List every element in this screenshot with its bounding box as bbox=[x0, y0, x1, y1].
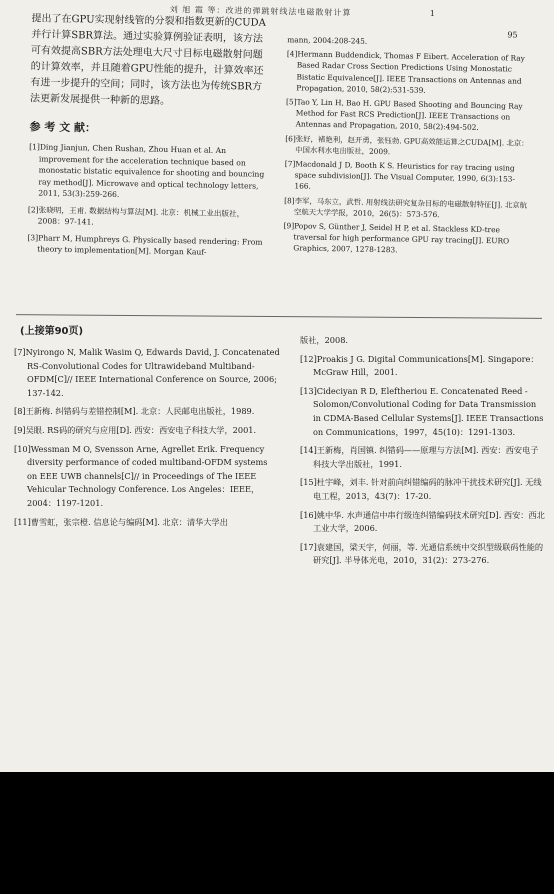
reference-item: [9]吴眼. RS码的研究与应用[D]. 西安：西安电子科技大学，2001. bbox=[14, 424, 257, 435]
reference-item: [9]Popov S, Günther J, Seidel H P, et al. Stackless KD-tree traversal for high performance GPU ray tracing[J]. EURO Graphics, 2007, 1278-1283. bbox=[283, 221, 510, 255]
reference-item: [6]张好，褚艳利，赵开勇，张钰勃. GPU高效能运算之CUDA[M]. 北京：中国水利水电出版社，2009. bbox=[285, 133, 529, 157]
reference-item: [15]杜宇峰，刘丰. 针对前向纠错编码的脉冲干扰技术研究[J]. 无线电工程，2013，43(7)：17-20. bbox=[300, 477, 542, 501]
reference-item: [8]李军，马东立，武哲. 用射线法研究复杂目标的电磁散射特征[J]. 北京航空航天大学学报，2010，26(5)：573-576. bbox=[284, 195, 528, 220]
reference-item: [1]Ding Jianjun, Chen Rushan, Zhou Huan et al. An improvement for the acceleration technique based on monostatic bistatic equivalence for shooting and bouncing ray method[J]. Microwave and optical technology letters, 2011, 53(3):259-266. bbox=[29, 142, 265, 200]
references-heading: 参 考 文 献： bbox=[29, 120, 97, 135]
bottom-right-column bbox=[300, 334, 546, 573]
reference-item: [10]Wessman M O, Svensson Arne, Agrellet Erik. Frequency diversity performance of coded multiband-OFDM systems on EEE UWB channels[C]// in Proceedings of The IEEE Vehicular Technology Conference. Los Angeles：IEEE，2004：1197-1201. bbox=[14, 443, 268, 508]
reference-item: [11]曹雪虹，张宗橙. 信息论与编码[M]. 北京：清华大学出 bbox=[14, 516, 228, 527]
reference-item: [3]Pharr M, Humphreys G. Physically based rendering: From theory to implementation[M]. Morgan Kauf- bbox=[27, 232, 263, 257]
reference-item: [17]袁建国，梁天宇，何丽，等. 光通信系统中交织型级联码性能的研究[J]. 半导体光电，2010，31(2)：273-276. bbox=[300, 541, 544, 566]
reference-item: [8]王新梅. 纠错码与差错控制[M]. 北京：人民邮电出版社，1989. bbox=[14, 406, 255, 417]
running-header: 刘 旭 霞 等：改进的弹跳射线法电磁散射计算 bbox=[169, 4, 352, 18]
page-number: 95 bbox=[507, 30, 518, 40]
reference-item: [2]张晓明，王甫. 数据结构与算法[M]. 北京：机械工业出版社，2008：97-141. bbox=[27, 204, 245, 227]
reference-item: [7]Macdonald J D, Booth K S. Heuristics for ray tracing using space subdivision[J]. The Visual Computer, 1990, 6(3):153-166. bbox=[284, 159, 515, 192]
reference-item: mann, 2004:208-245. bbox=[287, 35, 368, 46]
header-mark: 1 bbox=[429, 8, 435, 19]
reference-item: 版社，2008. bbox=[300, 335, 349, 345]
reference-item: [13]Cideciyan R D, Eleftheriou E. Concatenated Reed - Solomon/Convolutional Coding for Data Transmission in CDMA-Based Cellular Systems[J]. IEEE Transactions on Communications，1997，45(10)：1291-1303. bbox=[300, 385, 544, 437]
reference-item: [7]Nyirongo N, Malik Wasim Q, Edwards David, J. Concatenated RS-Convolutional Codes for Ultrawideband Multiband-OFDM[C]// IEEE International Conference on Source, 2006; 137-142. bbox=[14, 347, 280, 398]
section-divider bbox=[16, 314, 542, 319]
bottom-left-column bbox=[14, 346, 280, 534]
reference-item: [5]Tao Y, Lin H, Bao H. GPU Based Shooting and Bouncing Ray Method for Fast RCS Prediction[J]. IEEE Transactions on Antennas and Propagation, 2010, 58(2):494-502. bbox=[285, 97, 523, 133]
conclusion-paragraph: 提出了在GPU实现射线管的分裂和指数更新的CUDA并行计算SBR算法。通过实验算例验证表明，该方法可有效提高SBR方法处理电大尺寸目标电磁散射问题的计算效率，并且随着GPU性能的提升，计算效率还有进一步提升的空间；同时，该方法也为传统SBR方法更新发展提供一种新的思路。 bbox=[29, 13, 266, 107]
reference-item: [14]王新梅，肖国镇. 纠错码——原理与方法[M]. 西安：西安电子科技大学出版社，1991. bbox=[300, 445, 539, 469]
upper-article-section bbox=[0, 0, 554, 309]
reference-item: [16]姚中华. 水声通信中串行级连纠错编码技术研究[D]. 西安：西北工业大学，2006. bbox=[300, 509, 545, 534]
top-left-column bbox=[27, 11, 270, 264]
continued-from-label: (上接第90页) bbox=[20, 326, 84, 337]
reference-item: [4]Hermann Buddendick, Thomas F Eibert. Acceleration of Ray Based Radar Cross Section Predictions Using Monostatic Bistatic Equivalence[J]. IEEE Transactions on Antennas and Propagation, 2010, 58(2):531-539. bbox=[286, 49, 525, 95]
top-right-column bbox=[283, 34, 531, 261]
reference-item: [12]Proakis J G. Digital Communications[M]. Singapore：McGraw Hill，2001. bbox=[300, 353, 539, 378]
